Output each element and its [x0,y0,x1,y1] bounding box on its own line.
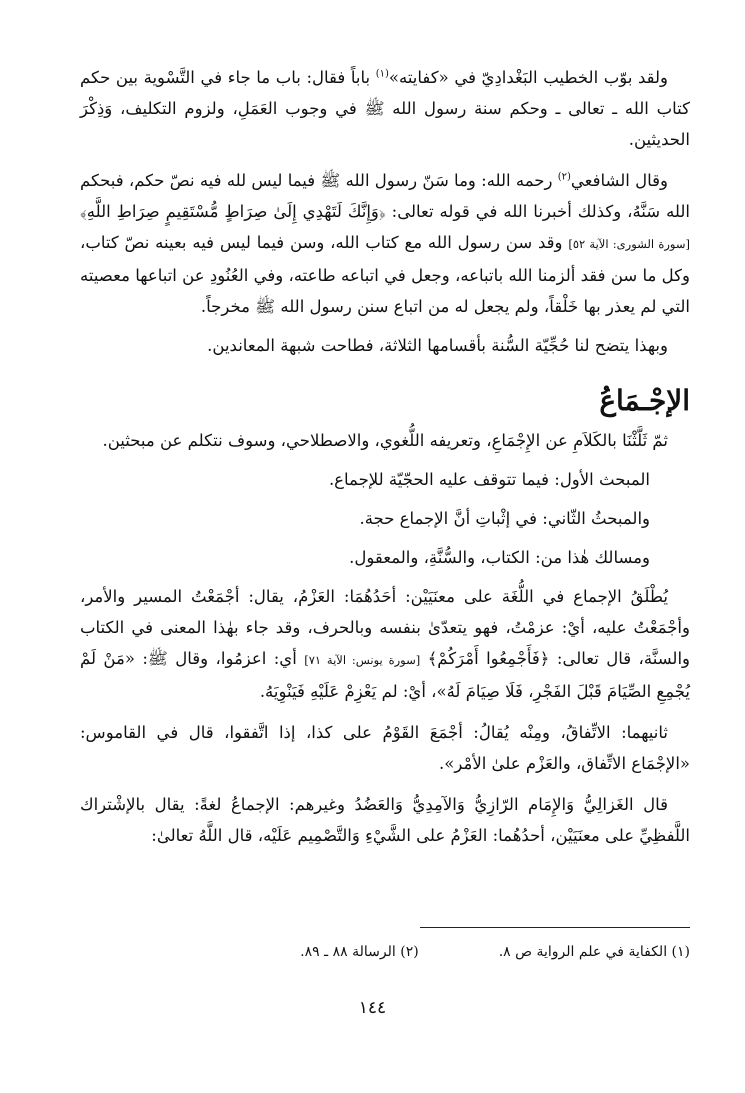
second-topic: والمبحثُ الثّاني: في إثْباتِ أنَّ الإجماع حجة. [359,509,650,528]
footnote-marker-1: (١) [375,68,389,80]
paragraph-shafii-text: وقال الشافعي [570,171,668,190]
footnote-divider [420,927,690,928]
footnotes [130,940,690,964]
paragraph-intro: ثمّ ثَلَّثْنَا بالكَلاَمِ عن الإِجْمَاعِ، وتعريفه اللُّغوي، والاصطلاحي، وسوف نتكلم عن مبحثين. [102,431,668,450]
paragraph-conclusion: وبهذا يتضح لنا حُجِّيّة السُّنة بأقسامها الثلاثة، فطاحت شبهة المعاندين. [207,336,668,355]
paragraph-language-b: أي: اعزمُوا، وقال ﷺ: «مَنْ لَمْ يُجْمِعِ الصِّيَامَ قَبْلَ الفَجْرِ، فَلَا صِيَامَ لَهُ»، أيْ: لم يَعْزِمْ عَلَيْهِ فَيَنْوِيَهُ. [80,649,690,701]
footnote-2: (٢) الرسالة ٨٨ ـ ٨٩. [300,944,419,960]
paragraph-second-meaning: ثانيهما: الاتِّفاقُ، ومِنْه يُقالُ: أجْمَعَ القَوْمُ على كذا، إذا اتَّفقوا، قال في القاموس: «الإجْمَاع الاتِّفاق، والعَزْم علىٰ الأمْر». [80,723,690,773]
page-body [80,62,690,851]
page-number: ١٤٤ [358,998,387,1018]
first-topic: المبحث الأول: فيما تتوقف عليه الحجّيّة للإجماع. [328,470,650,489]
paragraph-khatib-text: ولقد بوّب الخطيب البَغْدادِيّ في «كفايته» [388,68,669,87]
paragraph-shafii [80,165,690,322]
paragraph-khatib-rest: باباً فقال: باب ما جاء في التَّسْوية بين حكم كتاب الله ـ تعالى ـ وحكم سنة رسول الله ﷺ في وجوب العَمَلِ، ولزوم التكليف، وَذِكْرَ الحديثين. [80,68,690,149]
quran-reference: [سورة الشورى: الآية ٥٢] [568,237,690,251]
paragraph-shafii-b: وقد سن رسول الله مع كتاب الله، وسن فيما ليس فيه بعينه نصّ كتاب، وكل ما سن فقد ألزمنا الله باتباعه، وجعل في اتباعه طاعته، وفي العُنُودِ عن اتباعها معصيته التي لم يعذر بها خَلْقاً، ولم يجعل له من اتباع سنن رسول الله ﷺ مخرجاً. [80,233,690,316]
section-heading: الإجْـمَاعُ [599,384,690,417]
paragraph-language [80,581,690,707]
evidence-paths: ومسالك هٰذا من: الكتاب، والسُّنَّةِ، والمعقول. [349,548,650,567]
quran-reference-2: [سورة يونس: الآية ٧١] [304,653,421,667]
footnote-marker-2: (٢) [557,171,571,183]
paragraph-language-a: يُطْلَقُ الإجماع في اللُّغَة على معنَيَيْن: أحَدُهُمَا: العَزْمُ، يقال: أجْمَعْتُ المسير والأمر، وأجْمَعْتُ عليه، أيْ: عزمْتُ، فهو يتعدّىٰ بنفسه وبالحرف، وقد جاء بهٰذا المعنى في الكتاب والسنَّة، قال تعالى: ﴿فَأَجْمِعُوا أَمْرَكُمْ﴾ [80,587,690,668]
paragraph-shafii-a: رحمه الله: وما سَنّ رسول الله ﷺ فيما ليس لله فيه نصّ حكم، فبحكم الله سَنَّهُ، وكذلك أخبرنا الله في قوله تعالى: ﴿وَإِنَّكَ لَتَهْدِي إِلَىٰ صِرَاطٍ مُّسْتَقِيمٍ صِرَاطِ اللَّهِ﴾ [80,171,690,221]
paragraph-khatib [80,62,690,155]
paragraph-scholars: قال الغَزالِيُّ وَالإِمَام الرّازِيُّ وَالآمِدِيُّ وَالعَضُدُ وغيرهم: الإجماعُ لغةً: يقال بالإشْتراك اللَّفظِيِّ على معنَيَيْن، أحدُهُما: العَزْمُ على الشَّيْءِ وَالتَّصْمِيم عَلَيْه، قال اللَّهُ تعالىٰ: [80,795,690,845]
footnote-1: (١) الكفاية في علم الرواية ص ٨. [498,944,690,960]
